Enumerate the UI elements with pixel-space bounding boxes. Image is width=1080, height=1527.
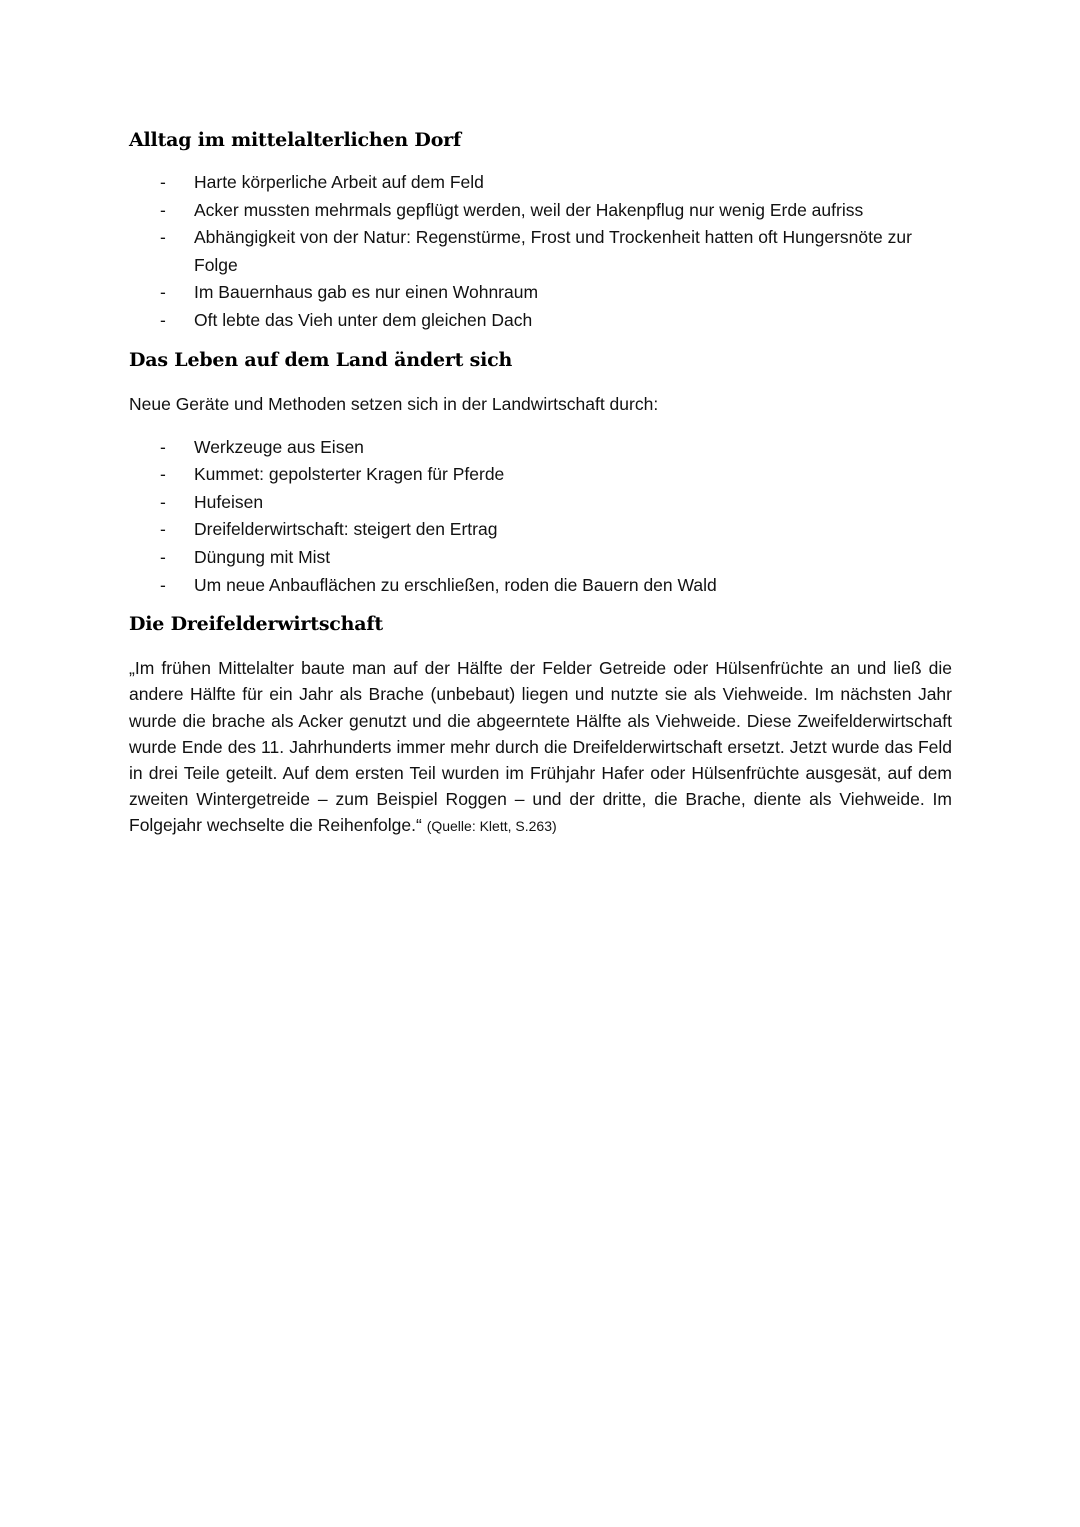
- dash-bullet: -: [160, 491, 166, 512]
- dash-bullet: -: [160, 436, 166, 457]
- dash-bullet: -: [160, 282, 166, 303]
- dash-bullet: -: [160, 199, 166, 220]
- list-item-text: Im Bauernhaus gab es nur einen Wohnraum: [194, 282, 539, 303]
- list-item-text: Dreifelderwirtschaft: steigert den Ertrag: [194, 519, 498, 540]
- dash-bullet: -: [160, 464, 166, 485]
- source-citation: (Quelle: Klett, S.263): [426, 818, 557, 835]
- dash-bullet: -: [160, 546, 166, 567]
- list-item: [129, 169, 952, 197]
- dash-bullet: -: [160, 519, 166, 540]
- list-item-text: Werkzeuge aus Eisen: [194, 436, 364, 457]
- list-item-text: Um neue Anbauflächen zu erschließen, roden die Bauern den Wald: [194, 574, 717, 595]
- list-item: [129, 279, 952, 307]
- list-item-text: Acker mussten mehrmals gepflügt werden, weil der Hakenpflug nur wenig Erde aufriss: [194, 199, 864, 220]
- list-item-text: Harte körperliche Arbeit auf dem Feld: [194, 172, 484, 192]
- section-title-dreifelderwirtschaft: Die Dreifelderwirtschaft: [129, 613, 383, 636]
- list-item-text: Oft lebte das Vieh unter dem gleichen Dach: [194, 309, 533, 330]
- dash-bullet: -: [160, 309, 166, 330]
- quote-paragraph: [129, 655, 952, 839]
- dash-bullet: -: [160, 227, 166, 248]
- list-item: [129, 516, 952, 544]
- list-item: [129, 544, 952, 572]
- list-item: [129, 489, 952, 517]
- list-item-text: Abhängigkeit von der Natur: Regenstürme, Frost und Trockenheit hatten oft Hungersnöte zur Folge: [194, 227, 912, 275]
- list-item: [129, 572, 952, 600]
- section-title-alltag: Alltag im mittelalterlichen Dorf: [129, 129, 461, 151]
- bullet-list-neue-geraete: [129, 434, 952, 600]
- bullet-list-alltag: [129, 169, 952, 335]
- section-title-leben-auf-dem-land: Das Leben auf dem Land ändert sich: [129, 348, 513, 371]
- dash-bullet: -: [160, 172, 166, 192]
- list-item: [129, 434, 952, 462]
- list-item: [129, 224, 952, 279]
- section-intro: Neue Geräte und Methoden setzen sich in der Landwirtschaft durch:: [129, 393, 659, 414]
- quote-text: „Im frühen Mittelalter baute man auf der Hälfte der Felder Getreide oder Hülsenfrüchte an und ließ die andere Hälfte für ein Jahr als Brache (unbebaut) liegen und nutzte sie als Viehweide. Im nächsten Jahr wurde die brache als Acker genutzt und die abgeerntete Hälfte als Viehweide. Diese Zweifelderwirtschaft wurde Ende des 11. Jahrhunderts immer mehr durch die Dreifelderwirtschaft ersetzt. Jetzt wurde das Feld in drei Teile geteilt. Auf dem ersten Teil wurden im Frühjahr Hafer oder Hülsenfrüchte ausgesät, auf dem zweiten Wintergetreide – zum Beispiel Roggen – und der dritte, die Brache, diente als Viehweide. Im Folgejahr wechselte die Reihenfolge.“: [129, 658, 952, 836]
- list-item: [129, 461, 952, 489]
- list-item: [129, 197, 952, 225]
- list-item-text: Kummet: gepolsterter Kragen für Pferde: [194, 464, 505, 485]
- list-item: [129, 307, 952, 335]
- document-page: [129, 125, 952, 840]
- list-item-text: Düngung mit Mist: [194, 546, 331, 567]
- list-item-text: Hufeisen: [194, 491, 264, 512]
- dash-bullet: -: [160, 574, 166, 595]
